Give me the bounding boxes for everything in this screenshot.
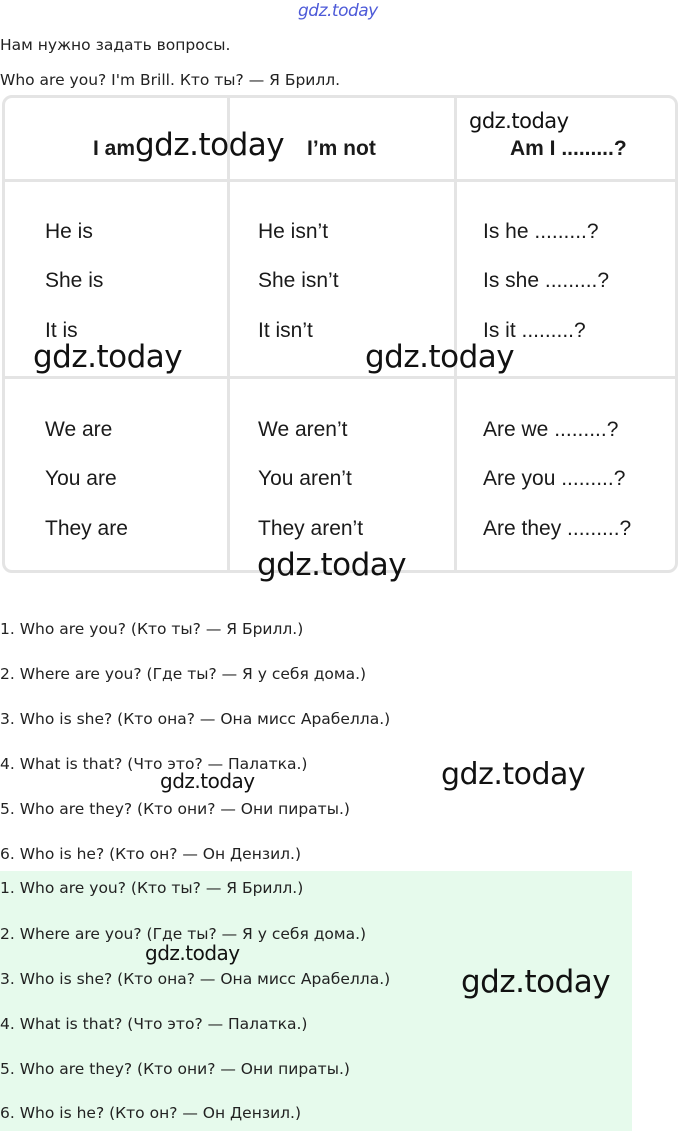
watermark: gdz.today: [160, 769, 255, 793]
list-item: 3. Who is she? (Кто она? — Она мисс Арабелла.): [0, 710, 391, 728]
table-header-question: Am I .........?: [510, 137, 627, 160]
highlighted-list-item: 5. Who are they? (Кто они? — Они пираты.): [0, 1060, 350, 1078]
table-cell: She isn’t: [258, 269, 339, 292]
highlighted-list-item: 4. What is that? (Что это? — Палатка.): [0, 1015, 308, 1033]
verb-table: [2, 95, 678, 573]
table-cell: Is she .........?: [483, 269, 610, 292]
watermark: gdz.today: [145, 941, 240, 965]
table-cell: We are: [45, 418, 113, 441]
table-cell: He is: [45, 220, 93, 243]
table-cell: He isn’t: [258, 220, 329, 243]
list-item: 5. Who are they? (Кто они? — Они пираты.): [0, 800, 350, 818]
table-cell: Are we .........?: [483, 418, 619, 441]
table-cell: She is: [45, 269, 104, 292]
table-cell: Is he .........?: [483, 220, 599, 243]
list-item: 1. Who are you? (Кто ты? — Я Брилл.): [0, 620, 304, 638]
table-cell: They are: [45, 517, 128, 540]
list-item: 4. What is that? (Что это? — Палатка.): [0, 755, 308, 773]
watermark: gdz.today: [469, 109, 569, 133]
highlighted-list-item: 2. Where are you? (Где ты? — Я у себя дома.): [0, 925, 367, 943]
table-divider-horizontal-2: [5, 376, 675, 379]
highlighted-list-item: 3. Who is she? (Кто она? — Она мисс Арабелла.): [0, 970, 391, 988]
table-cell: It isn’t: [258, 319, 313, 342]
table-cell: Is it .........?: [483, 319, 586, 342]
highlighted-list-item: 1. Who are you? (Кто ты? — Я Брилл.): [0, 879, 304, 897]
table-header-affirmative: I am: [93, 137, 136, 160]
intro-line-1: Нам нужно задать вопросы.: [0, 36, 231, 54]
table-divider-vertical-2: [454, 98, 457, 570]
watermark: gdz.today: [441, 757, 586, 792]
table-divider-vertical-1: [227, 98, 230, 570]
watermark: gdz.today: [257, 547, 407, 583]
table-cell: They aren’t: [258, 517, 364, 540]
watermark: gdz.today: [135, 127, 285, 163]
table-cell: You are: [45, 467, 117, 490]
table-cell: It is: [45, 319, 78, 342]
list-item: 6. Who is he? (Кто он? — Он Дензил.): [0, 845, 302, 863]
table-cell: You aren’t: [258, 467, 352, 490]
list-item: 2. Where are you? (Где ты? — Я у себя дома.): [0, 665, 367, 683]
table-cell: We aren’t: [258, 418, 348, 441]
watermark: gdz.today: [365, 339, 515, 375]
highlighted-list-item: 6. Who is he? (Кто он? — Он Дензил.): [0, 1104, 302, 1122]
table-cell: Are they .........?: [483, 517, 632, 540]
watermark: gdz.today: [461, 964, 611, 1000]
highlighted-answers-block: [0, 871, 632, 1131]
intro-line-2: Who are you? I'm Brill. Кто ты? — Я Брилл.: [0, 71, 341, 89]
table-divider-horizontal-1: [5, 179, 675, 182]
watermark-top: gdz.today: [298, 1, 378, 21]
table-header-negative: I’m not: [307, 137, 376, 160]
table-cell: Are you .........?: [483, 467, 626, 490]
watermark: gdz.today: [33, 339, 183, 375]
